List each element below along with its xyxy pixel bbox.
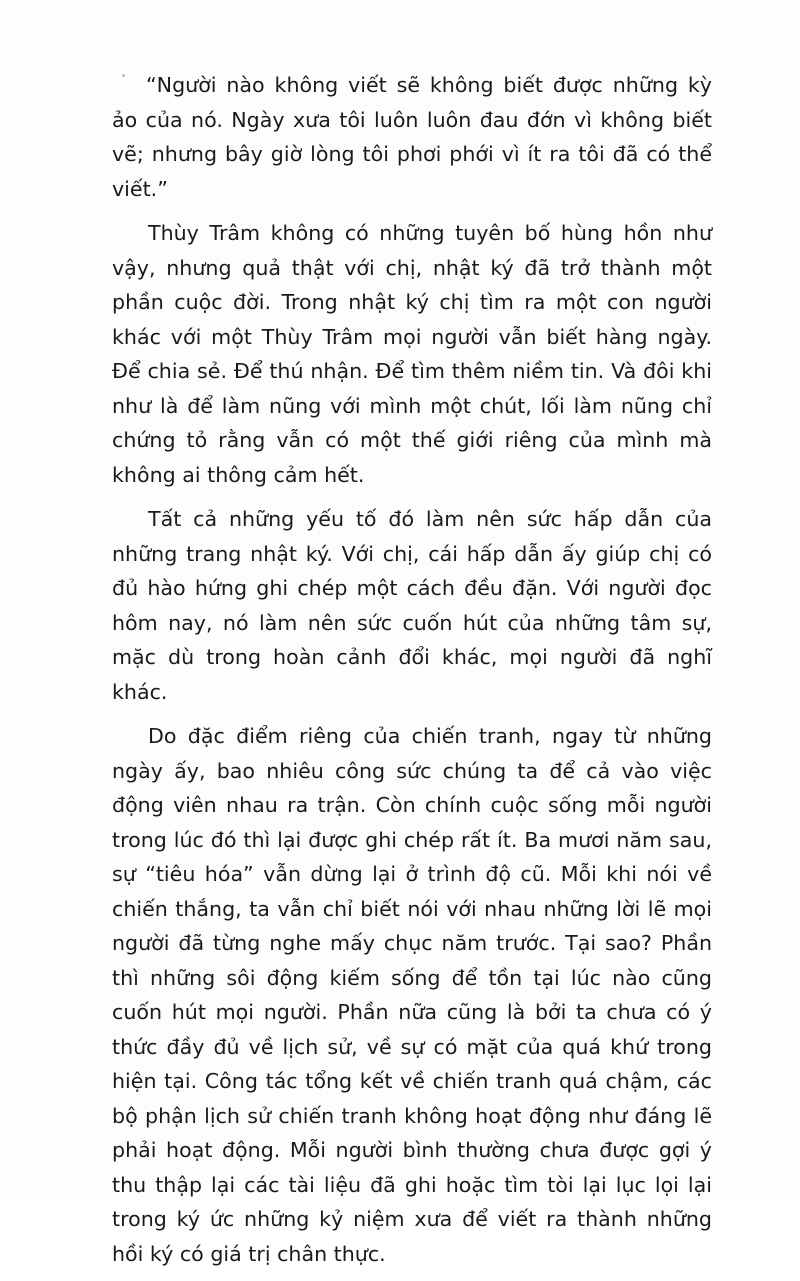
paragraph-war: Do đặc điểm riêng của chiến tranh, ngay từ những ngày ấy, bao nhiêu công sức chúng ta để cả vào việc động viên nhau ra trận. Còn chính cuộc sống mỗi người trong lúc đó thì lại được ghi chép rất ít. Ba mươi năm sau, sự “tiêu hóa” vẫn dừng lại ở trình độ cũ. Mỗi khi nói về chiến thắng, ta vẫn chỉ biết nói với nhau những lời lẽ mọi người đã từng nghe mấy chục năm trước. Tại sao? Phần thì những sôi động kiếm sống để tồn tại lúc nào cũng cuốn hút mọi người. Phần nữa cũng là bởi ta chưa có ý thức đầy đủ về lịch sử, về sự có mặt của quá khứ trong hiện tại. Công tác tổng kết về chiến tranh quá chậm, các bộ phận lịch sử chiến tranh không hoạt động như đáng lẽ phải hoạt động. Mỗi người bình thường chưa được gợi ý thu thập lại các tài liệu đã ghi hoặc tìm tòi lại lục lọi lại trong ký ức những kỷ niệm xưa để viết ra thành những hồi ký có giá trị chân thực.	[112, 724, 712, 1266]
paragraph-thuy-tram: Thùy Trâm không có những tuyên bố hùng hồn như vậy, nhưng quả thật với chị, nhật ký đã trở thành một phần cuộc đời. Trong nhật ký chị tìm ra một con người khác với một Thùy Trâm mọi người vẫn biết hàng ngày. Để chia sẻ. Để thú nhận. Để tìm thêm niềm tin. Và đôi khi như là để làm nũng với mình một chút, lối làm nũng chỉ chứng tỏ rằng vẫn có một thế giới riêng của mình mà không ai thông cảm hết.	[112, 221, 712, 487]
paragraph-quote: “Người nào không viết sẽ không biết được những kỳ ảo của nó. Ngày xưa tôi luôn luôn đau đớn vì không biết vẽ; nhưng bây giờ lòng tôi phơi phới vì ít ra tôi đã có thể viết.”	[112, 73, 712, 201]
paragraph-attraction: Tất cả những yếu tố đó làm nên sức hấp dẫn của những trang nhật ký. Với chị, cái hấp dẫn ấy giúp chị có đủ hào hứng ghi chép một cách đều đặn. Với người đọc hôm nay, nó làm nên sức cuốn hút của những tâm sự, mặc dù trong hoàn cảnh đổi khác, mọi người đã nghĩ khác.	[112, 507, 712, 704]
body-text	[112, 68, 712, 1281]
